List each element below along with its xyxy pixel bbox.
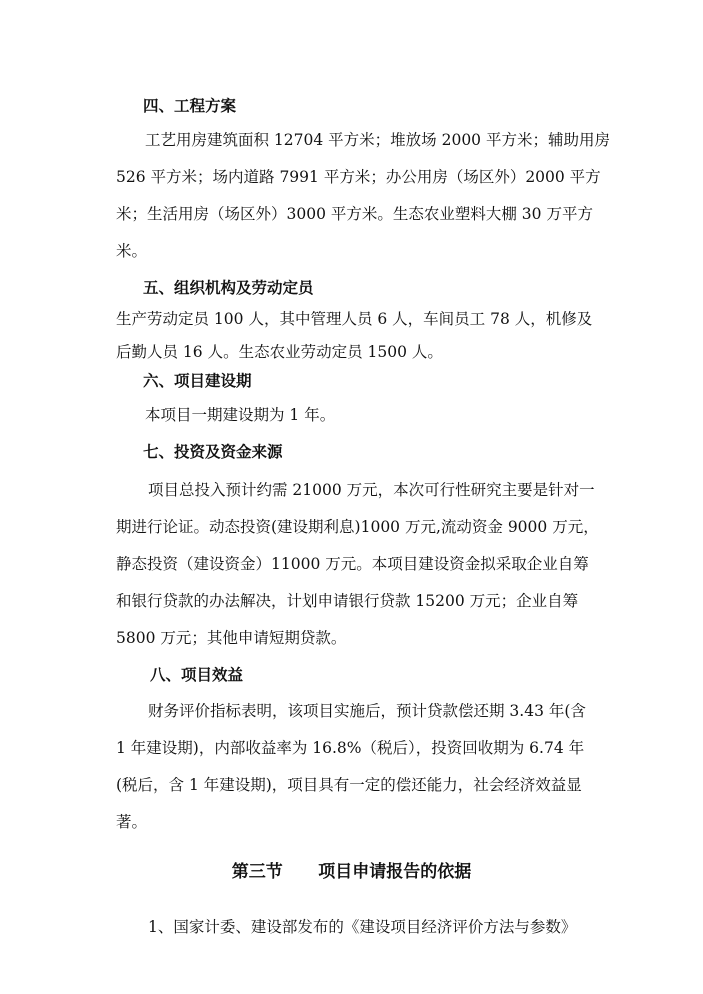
heading-investment-funding: 七、投资及资金来源 — [143, 443, 283, 461]
paragraph-organization-staffing — [116, 303, 621, 369]
text-line: 项目总投入预计约需 21000 万元，本次可行性研究主要是针对一 — [148, 481, 595, 499]
paragraph-engineering-plan — [145, 122, 650, 159]
paragraph-project-benefits — [148, 693, 653, 730]
paragraph-investment-funding-cont — [116, 509, 621, 657]
text-line: 期进行论证。动态投资(建设期利息)1000 万元,流动资金 9000 万元， — [116, 518, 599, 536]
heading-construction-period: 六、项目建设期 — [143, 372, 252, 390]
text-line: 米；生活用房（场区外）3000 平方米。生态农业塑料大棚 30 万平方 — [116, 205, 593, 223]
text-line: 和银行贷款的办法解决，计划申请银行贷款 15200 万元；企业自筹 — [116, 592, 579, 610]
text-line: (税后，含 1 年建设期)，项目具有一定的偿还能力，社会经济效益显 — [116, 776, 582, 794]
text-line: 后勤人员 16 人。生态农业劳动定员 1500 人。 — [116, 343, 443, 361]
text-line: 财务评价指标表明，该项目实施后，预计贷款偿还期 3.43 年(含 — [148, 702, 586, 720]
text-line: 1 年建设期)，内部收益率为 16.8%（税后），投资回收期为 6.74 年 — [116, 739, 585, 757]
text-line: 米。 — [116, 242, 148, 260]
text-line: 著。 — [116, 813, 148, 831]
paragraph-investment-funding — [148, 472, 653, 509]
heading-project-benefits: 八、项目效益 — [150, 666, 244, 684]
text-line: 生产劳动定员 100 人，其中管理人员 6 人，车间员工 78 人，机修及 — [116, 310, 593, 328]
paragraph-project-benefits-cont — [116, 730, 621, 841]
text-line: 526 平方米；场内道路 7991 平方米；办公用房（场区外）2000 平方 — [116, 168, 601, 186]
text-line: 工艺用房建筑面积 12704 平方米；堆放场 2000 平方米；辅助用房 — [145, 131, 610, 149]
text-line: 5800 万元；其他申请短期贷款。 — [116, 629, 347, 647]
heading-organization-staffing: 五、组织机构及劳动定员 — [143, 279, 314, 297]
paragraph-engineering-plan-cont — [116, 159, 621, 270]
text-line: 静态投资（建设资金）11000 万元。本项目建设资金拟采取企业自筹 — [116, 555, 589, 573]
heading-engineering-plan: 四、工程方案 — [143, 97, 237, 115]
section-title: 第三节 项目申请报告的依据 — [231, 862, 472, 882]
paragraph-construction-period — [145, 397, 650, 434]
basis-item-1 — [148, 909, 653, 946]
text-line: 本项目一期建设期为 1 年。 — [145, 406, 336, 424]
text-line: 1、国家计委、建设部发布的《建设项目经济评价方法与参数》 — [148, 918, 577, 936]
